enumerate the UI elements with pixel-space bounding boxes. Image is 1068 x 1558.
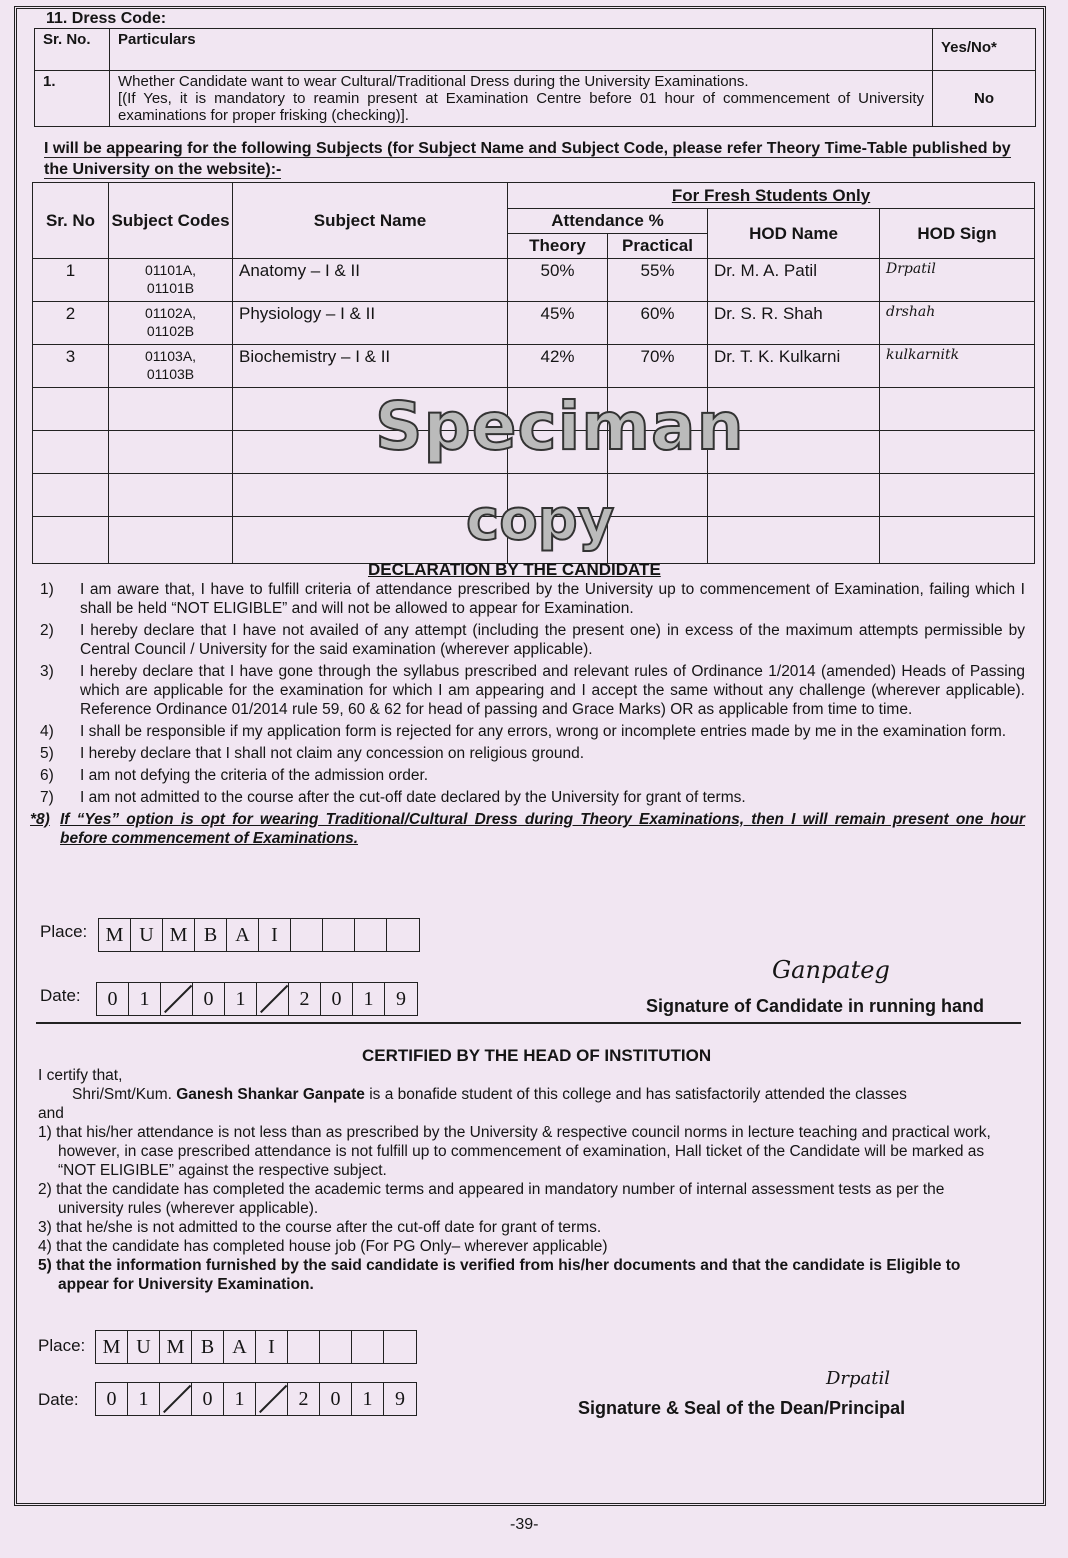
candidate-place-boxes [98,918,420,952]
item-number: 7) [40,789,54,806]
char-box: 0 [320,1383,352,1415]
section-divider [36,1022,1021,1024]
char-box: 1 [128,1383,160,1415]
row-practical: 70% [608,345,708,388]
char-box: 2 [289,983,321,1015]
row-subject-name: Anatomy – I & II [233,259,508,302]
char-box [323,919,355,951]
declaration-item-dress [30,810,1025,848]
row-sr: 3 [33,345,109,388]
date-separator [161,983,193,1015]
header-subject-codes: Subject Codes [109,183,233,259]
item-number: 1) [40,581,54,598]
item-number: 2) [40,622,54,639]
row-code-1: 01102A, [144,305,197,321]
char-box: M [160,1331,192,1363]
candidate-signature-label: Signature of Candidate in running hand [646,996,984,1016]
certificate-item: 1) that his/her attendance is not less than as prescribed by the University & respective council norms in lecture teaching and practical work, however, in case prescribed attendance is not fulfill up to commencement of examination, Hall ticket of the Candidate will be marked as “NOT ELIGIBLE” against the respective subject. [38,1124,991,1179]
student-name: Ganesh Shankar Ganpate [176,1086,365,1103]
row-sr: 2 [33,302,109,345]
char-box [387,919,419,951]
subjects-intro [44,138,1034,180]
char-box: 2 [288,1383,320,1415]
declaration-list [30,580,1025,851]
date-separator [160,1383,192,1415]
dean-date-label: Date: [38,1390,79,1409]
dean-place-boxes [95,1330,417,1364]
certificate-item: 4) that the candidate has completed house job (For PG Only– wherever applicable) [38,1238,608,1255]
header-hod-name: HOD Name [708,209,880,259]
char-box: 0 [193,983,225,1015]
item-text: I shall be responsible if my application form is rejected for any errors, wrong or incomplete entries made by me in the examination form. [80,723,1007,740]
date-separator [256,1383,288,1415]
char-box [291,919,323,951]
char-box: U [131,919,163,951]
char-box: 1 [224,1383,256,1415]
declaration-item [40,621,1025,659]
row-code-2: 01102B [146,323,195,339]
copy-watermark: copy [466,488,615,553]
item-text: I am aware that, I have to fulfill criteria of attendance prescribed by the University up to commencement of Examination, failing which I shall be held “NOT ELIGIBLE” and will not be allowed to appear for Examination. [80,581,1025,617]
row-code-1: 01103A, [144,348,197,364]
item-text: If “Yes” option is opt for wearing Traditional/Cultural Dress during Theory Examinations, then I will remain present one hour before commencement of Examinations. [60,811,1025,847]
row-hod-name: Dr. S. R. Shah [708,302,880,345]
certificate-item-eligibility: 5) that the information furnished by the said candidate is verified from his/her documents and that the candidate is Eligible to appear for University Examination. [38,1257,961,1293]
dress-header-sr: Sr. No. [35,29,110,71]
item-text: I am not defying the criteria of the admission order. [80,767,429,784]
date-separator [257,983,289,1015]
row-theory: 42% [508,345,608,388]
row-practical: 55% [608,259,708,302]
char-box: I [259,919,291,951]
char-box [320,1331,352,1363]
char-box: 0 [97,983,129,1015]
char-box [355,919,387,951]
item-text: I hereby declare that I shall not claim any concession on religious ground. [80,745,585,762]
row-codes [109,345,233,388]
row-theory: 45% [508,302,608,345]
dress-row-particulars [110,71,933,127]
char-box: A [227,919,259,951]
char-box: I [256,1331,288,1363]
char-box: A [224,1331,256,1363]
certificate-item: 3) that he/she is not admitted to the course after the cut-off date for grant of terms. [38,1219,602,1236]
dean-signature: Drpatil [826,1368,891,1389]
dress-row-note: [(If Yes, it is mandatory to reamin present at Examination Centre before 01 hour of commencement of University examinations for proper frisking (checking)]. [118,90,924,124]
item-number: 4) [40,723,54,740]
char-box: 1 [353,983,385,1015]
student-suffix: is a bonafide student of this college and has satisfactorily attended the classes [369,1086,907,1103]
char-box [384,1331,416,1363]
row-code-2: 01101B [146,280,195,296]
row-codes [109,259,233,302]
dress-header-yesno: Yes/No* [933,29,1036,71]
char-box: 0 [192,1383,224,1415]
header-sr-no: Sr. No [33,183,109,259]
row-subject-name: Physiology – I & II [233,302,508,345]
header-practical: Practical [608,234,708,259]
table-row [33,302,1035,345]
char-box: M [99,919,131,951]
char-box: U [128,1331,160,1363]
specimen-watermark: Speciman [375,388,745,465]
row-code-1: 01101A, [144,262,197,278]
item-text: I hereby declare that I have gone through the syllabus prescribed and relevant rules of Ordinance 1/2014 (amended) Heads of Passing which are applicable for the examination for which I am appearing and I accept the same without any challenge (wherever applicable). Reference Ordinance 01/2014 rule 59, 60 & 62 for head of passing and Grace Marks) OR as applicable from time to time. [80,663,1025,718]
dress-row-sr: 1. [35,71,110,127]
row-codes [109,302,233,345]
row-sr: 1 [33,259,109,302]
candidate-date-boxes [96,982,418,1016]
item-number: 3) [40,663,54,680]
char-box: 0 [321,983,353,1015]
char-box: B [192,1331,224,1363]
subjects-intro-text: I will be appearing for the following Subjects (for Subject Name and Subject Code, please refer Theory Time-Table published by the University on the website):- [44,140,1011,178]
certify-line: I certify that, [38,1067,123,1084]
char-box: 9 [396,987,406,1010]
row-hod-name: Dr. M. A. Patil [708,259,880,302]
candidate-signature: Ganpateg [772,956,890,984]
declaration-item [40,580,1025,618]
dean-place-label: Place: [38,1336,86,1355]
declaration-item [40,744,1025,763]
dress-code-table [34,28,1036,127]
table-row [33,259,1035,302]
certificate-body [38,1066,1003,1294]
dress-header-particulars: Particulars [110,29,933,71]
row-practical: 60% [608,302,708,345]
char-box: B [195,919,227,951]
and-line: and [38,1105,64,1122]
item-number: *8) [30,811,50,828]
declaration-item [40,662,1025,719]
row-hod-signature: kulkarnitk [880,345,1035,388]
row-hod-signature: Drpatil [880,259,1035,302]
row-theory: 50% [508,259,608,302]
char-box [352,1331,384,1363]
char-box: 1 [129,983,161,1015]
table-row [33,345,1035,388]
header-fresh-students: For Fresh Students Only [508,183,1035,209]
dean-date-boxes [95,1382,417,1416]
header-theory: Theory [508,234,608,259]
char-box: 0 [96,1383,128,1415]
row-code-2: 01103B [146,366,195,382]
char-box: M [163,919,195,951]
certificate-title: CERTIFIED BY THE HEAD OF INSTITUTION [362,1046,712,1065]
header-hod-sign: HOD Sign [880,209,1035,259]
declaration-item [40,788,1025,807]
item-number: 6) [40,767,54,784]
declaration-title: DECLARATION BY THE CANDIDATE [368,560,661,579]
char-box: 9 [395,1387,405,1410]
dress-code-title: 11. Dress Code: [46,10,167,27]
dress-row-answer: No [933,71,1036,127]
dean-signature-label: Signature & Seal of the Dean/Principal [578,1398,906,1418]
char-box: M [96,1331,128,1363]
declaration-item [40,722,1025,741]
header-subject-name: Subject Name [233,183,508,259]
char-box [288,1331,320,1363]
student-line [38,1085,1003,1104]
char-box: 1 [352,1383,384,1415]
row-hod-signature: drshah [880,302,1035,345]
page-number: -39- [510,1516,539,1533]
row-hod-name: Dr. T. K. Kulkarni [708,345,880,388]
declaration-item [40,766,1025,785]
header-attendance: Attendance % [508,209,708,234]
item-text: I am not admitted to the course after the cut-off date declared by the University for grant of terms. [80,789,746,806]
item-text: I hereby declare that I have not availed of any attempt (including the present one) in excess of the maximum attempts permissible by Central Council / University for the said examination (wherever applicable). [80,622,1025,658]
row-subject-name: Biochemistry – I & II [233,345,508,388]
certificate-item: 2) that the candidate has completed the academic terms and appeared in mandatory number of internal assessment tests as per the university rules (wherever applicable). [38,1181,945,1217]
dress-row-question: Whether Candidate want to wear Cultural/Traditional Dress during the University Examinations. [118,73,749,90]
candidate-place-label: Place: [40,922,88,941]
student-prefix: Shri/Smt/Kum. [72,1086,172,1103]
item-number: 5) [40,745,54,762]
candidate-date-label: Date: [40,986,81,1005]
char-box: 1 [225,983,257,1015]
